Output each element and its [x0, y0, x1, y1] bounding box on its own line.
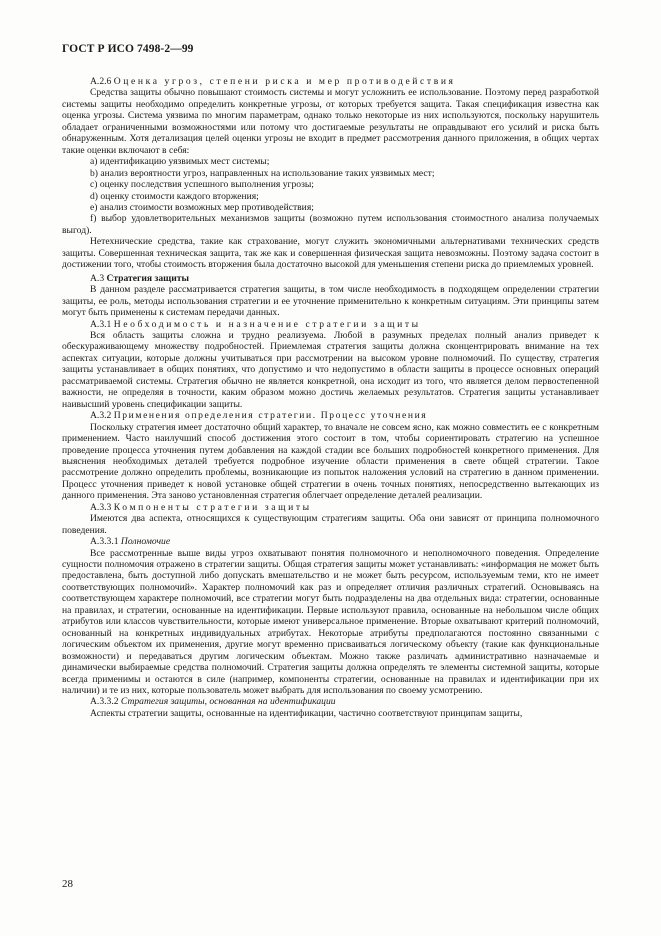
- section-heading-a31: [62, 319, 599, 330]
- section-number: А.2.6: [90, 76, 112, 87]
- section-heading-a332: [62, 696, 599, 707]
- section-title: Необходимость и назначение стратегии защиты: [113, 318, 421, 330]
- list-item: f) выбор удовлетворительных механизмов защиты (возможно путем использования стоимостного анализа получаемых выгод).: [62, 213, 599, 236]
- paragraph: Все рассмотренные выше виды угроз охватывают понятия полномочного и неполномочного поведения. Определение сущности полномочия отражено в стратегии защиты. Общая стратегия защиты может устанавливать: «информация не может быть предоставлена, быть доступной либо допускать вмешательство и не может быть ресурсом, используемым теми, кто не имеет соответствующих полномочий». Характер полномочий как раз и определяет отличия различных стратегий. Основываясь на соответствующем характере полномочий, все стратегии могут быть подразделены на два отдельных вида: стратегии, основанные на правилах, и стратегии, основанные на идентификации. Первые используют правила, основанные на небольшом числе общих атрибутов или классов чувствительности, которые имеют универсальное применение. Вторые охватывают критерий полномочий, основанный на конкретных индивидуальных атрибутах. Некоторые атрибуты предполагаются постоянно связанными с логическим объектом их применения, другие могут временно присваиваться логическому объекту (такие как функциональные возможности) и передаваться другим логическим объектам. Можно также различать административно назначаемые и динамически выбираемые средства полномочий. Стратегия защиты должна определять те элементы системной защиты, которые всегда применимы и остаются в силе (например, компоненты стратегии, основанные на правилах и идентификации при их наличии) и те из них, которые пользователь может выбрать для использования по своему усмотрению.: [62, 547, 599, 697]
- section-number: А.3.3: [90, 501, 112, 513]
- section-number: А.3: [90, 272, 105, 284]
- section-heading-a33: [62, 502, 599, 513]
- list-item: b) анализ вероятности угроз, направленных на использование таких уязвимых мест;: [90, 167, 435, 179]
- page-number: 28: [62, 878, 73, 890]
- paragraph: Аспекты стратегии защиты, основанные на идентификации, частично соответствуют принципам защиты,: [90, 707, 523, 719]
- list-item: c) оценку последствия успешного выполнения угрозы;: [90, 179, 314, 191]
- section-title: Полномочие: [120, 536, 171, 548]
- document-code-header: ГОСТ Р ИСО 7498-2—99: [62, 43, 194, 55]
- section-title: Стратегия защиты: [106, 272, 189, 284]
- section-number: А.3.3.1: [90, 536, 119, 548]
- section-heading-a26: [62, 76, 599, 87]
- section-number: А.3.3.2: [90, 696, 119, 708]
- paragraph: Имеются два аспекта, относящихся к существующим стратегиям защиты. Оба они зависят от принципа полномочного поведения.: [62, 513, 599, 536]
- section-title: Компоненты стратегии защиты: [113, 501, 312, 513]
- section-title: Оценка угроз, степени риска и мер противодействия: [113, 76, 456, 87]
- section-title: Стратегия защиты, основанная на идентификации: [120, 696, 336, 708]
- paragraph: Нетехнические средства, такие как страхование, могут служить экономичными альтернативами технических средств защиты. Совершенная техническая защита, так же как и совершенная физическая защита невозможны. Поэтому задача состоит в достижении того, чтобы стоимость вторжения была достаточно высокой для уменьшения степени риска до приемлемых уровней.: [62, 236, 599, 271]
- paragraph: Средства защиты обычно повышают стоимость системы и могут усложнить ее использование. Поэтому перед разработкой системы защиты необходимо определить конкретные угрозы, от которых требуется защита. Такая спецификация известна как оценка угрозы. Система уязвима по многим параметрам, однако только некоторые из них используются, поскольку нарушитель обладает ограниченными возможностями или потому что достигаемые результаты не оправдывают его усилий и риска быть обнаруженным. Хотя детализация целей оценки угрозы не входит в предмет рассмотрения данного приложения, в общих чертах такие оценки включают в себя:: [62, 87, 599, 156]
- list-item: a) идентификацию уязвимых мест системы;: [90, 156, 270, 168]
- section-heading-a331: [62, 536, 599, 547]
- section-heading-a3: [62, 273, 599, 284]
- paragraph: Вся область защиты сложна и трудно реализуема. Любой в разумных пределах полный анализ приведет к обескураживающему множеству подробностей. Приемлемая стратегия защиты должна сконцентрировать внимание на тех аспектах ситуации, которые должны учитываться при рассмотрении на высоком уровне полномочий. По существу, стратегия защиты устанавливает в общих понятиях, что допустимо и что недопустимо в области защиты в процессе основных операций рассматриваемой системы. Стратегия обычно не является конкретной, она исходит из того, что является делом первостепенной важности, не определяя в точности, каким образом можно достичь желаемых результатов. Стратегия защиты устанавливает наивысший уровень спецификации защиты.: [62, 329, 599, 410]
- section-heading-a32: [62, 410, 599, 421]
- paragraph: Поскольку стратегия имеет достаточно общий характер, то вначале не совсем ясно, как можно совместить ее с конкретным применением. Часто наилучший способ достижения этого состоит в том, чтобы сориентировать стратегию на успешное проведение процесса уточнения путем добавления на каждой стадии все больших подробностей конкретного применения. Для выяснения необходимых деталей требуется подробное изучение области применения в свете общей стратегии. Такое рассмотрение должно определить проблемы, возникающие из попыток наложения условий на стратегию в данном применении. Процесс уточнения приведет к новой установке общей стратегии в очень точных понятиях, непосредственно вытекающих из данного применения. Эта заново установленная стратегия облегчает определение деталей реализации.: [62, 421, 599, 502]
- section-title: Применения определения стратегии. Процесс уточнения: [113, 410, 428, 422]
- paragraph: В данном разделе рассматривается стратегия защиты, в том числе необходимость в подходящем определении стратегии защиты, ее роль, методы использования стратегии и ее уточнение применительно к конкретным ситуациям. Эти принципы затем могут быть применены к системам передачи данных.: [62, 284, 599, 319]
- document-body: [62, 76, 599, 719]
- section-number: А.3.1: [90, 318, 112, 330]
- list-item: e) анализ стоимости возможных мер противодействия;: [90, 201, 314, 213]
- section-number: А.3.2: [90, 410, 112, 422]
- list-item: d) оценку стоимости каждого вторжения;: [90, 190, 259, 202]
